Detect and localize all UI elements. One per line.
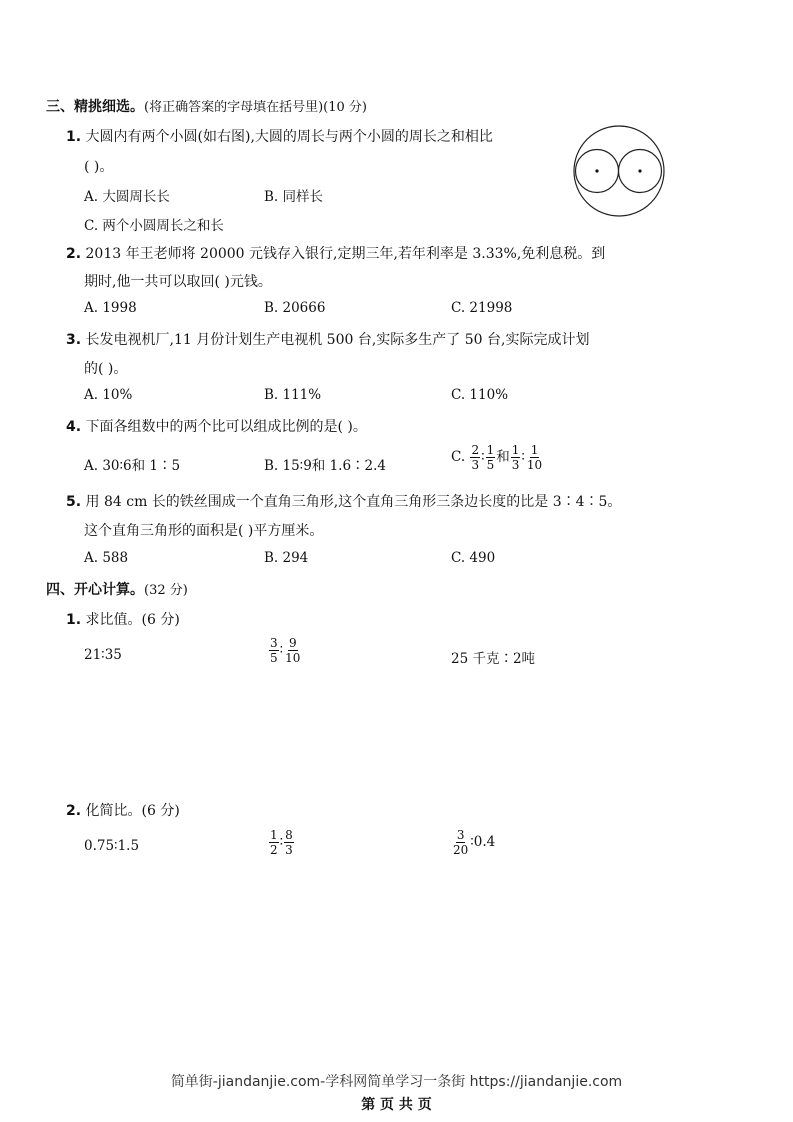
question-1-number: 1. [66,129,82,145]
question-1-text: 大圆内有两个小圆(如右图),大圆的周长与两个小圆的周长之和相比 [85,129,493,145]
part-2-heading [66,800,180,820]
part-1-item-c: 25 千克∶2吨 [451,651,536,667]
question-3-option-b: B. 111% [264,387,322,403]
part-2-number: 2. [66,803,82,819]
question-2-line-1 [66,243,605,263]
fraction-8-3: $\frac{8}{3}$ [285,828,293,857]
fraction-1-3: $\frac{1}{3}$ [511,443,520,472]
section-3-title: 三、精挑细选。 [46,99,144,115]
question-3-line-1 [66,329,589,349]
fraction-3-20: $\frac{3}{20}$ [453,828,469,857]
section-3-note: (将正确答案的字母填在括号里)(10 分) [144,100,367,115]
option-c-prefix: C. [451,449,466,465]
question-5-option-b: B. 294 [264,550,309,566]
question-2-option-a: A. 1998 [84,300,137,316]
footer-watermark: 简单街-jiandanjie.com-学科网简单学习一条街 https://jiandanjie.com [170,1074,623,1090]
part-1-heading [66,609,180,629]
question-4-option-c [451,444,544,471]
question-1-option-a: A. 大圆周长长 [84,189,170,205]
ratio-rest: ∶0.4 [470,834,496,850]
part-2-item-c [451,829,495,856]
ratio-colon: ∶ [279,642,284,658]
question-5-option-a: A. 588 [84,550,129,566]
question-1-option-b: B. 同样长 [264,189,324,205]
fraction-1-10: $\frac{1}{10}$ [526,443,543,472]
question-3-number: 3. [66,332,82,348]
section-3-heading [46,96,367,116]
section-4-title: 四、开心计算。 [46,582,144,598]
section-4-heading [46,579,188,599]
ratio-colon: ∶ [481,449,485,465]
circles-figure [572,124,666,218]
question-2-line-2: 期时,他一共可以取回( )元钱。 [84,274,272,290]
question-5-number: 5. [66,494,82,510]
question-3-text: 长发电视机厂,11 月份计划生产电视机 500 台,实际多生产了 50 台,实际完成计划 [85,332,590,348]
ratio-colon: ∶ [521,449,525,465]
fraction-3-5: $\frac{3}{5}$ [270,636,278,665]
question-4-text: 下面各组数中的两个比可以组成比例的是( )。 [85,419,367,435]
question-5-text: 用 84 cm 长的铁丝围成一个直角三角形,这个直角三角形三条边长度的比是 3∶4∶5。 [85,494,622,510]
part-2-item-b [268,829,295,856]
question-4-option-b: B. 15∶9和 1.6∶2.4 [264,458,387,474]
fraction-1-2: $\frac{1}{2}$ [270,828,278,857]
question-2-text: 2013 年王老师将 20000 元钱存入银行,定期三年,若年利率是 3.33%,免利息税。到 [85,246,606,262]
fraction-9-10: $\frac{9}{10}$ [285,636,301,665]
question-2-number: 2. [66,246,82,262]
question-3-option-c: C. 110% [451,387,509,403]
question-5-option-c: C. 490 [451,550,496,566]
fraction-1-5: $\frac{1}{5}$ [486,443,495,472]
question-1-line-2: ( )。 [84,159,114,175]
ratio-colon: ∶ [279,834,284,850]
fraction-2-3: $\frac{2}{3}$ [471,443,480,472]
part-1-title: 求比值。(6 分) [85,612,180,628]
question-3-line-2: 的( )。 [84,361,128,377]
question-4-line-1 [66,416,367,436]
part-2-title: 化简比。(6 分) [85,803,180,819]
center-dot-right [638,169,641,172]
section-4-note: (32 分) [144,583,188,598]
center-dot-left [595,169,598,172]
question-3-option-a: A. 10% [84,387,133,403]
question-4-option-a: A. 30∶6和 1∶5 [84,458,181,474]
part-1-number: 1. [66,612,82,628]
part-1-item-a: 21∶35 [84,647,122,663]
question-1-option-c: C. 两个小圆周长之和长 [84,218,224,234]
question-4-number: 4. [66,419,82,435]
question-2-option-b: B. 20666 [264,300,326,316]
question-1-line-1 [66,126,493,146]
and-word: 和 [496,449,510,465]
question-5-line-2: 这个直角三角形的面积是( )平方厘米。 [84,523,324,539]
part-1-item-b [268,637,302,664]
question-5-line-1 [66,491,621,511]
page-number: 第 页 共 页 [361,1097,432,1113]
part-2-item-a: 0.75∶1.5 [84,838,140,854]
question-2-option-c: C. 21998 [451,300,513,316]
